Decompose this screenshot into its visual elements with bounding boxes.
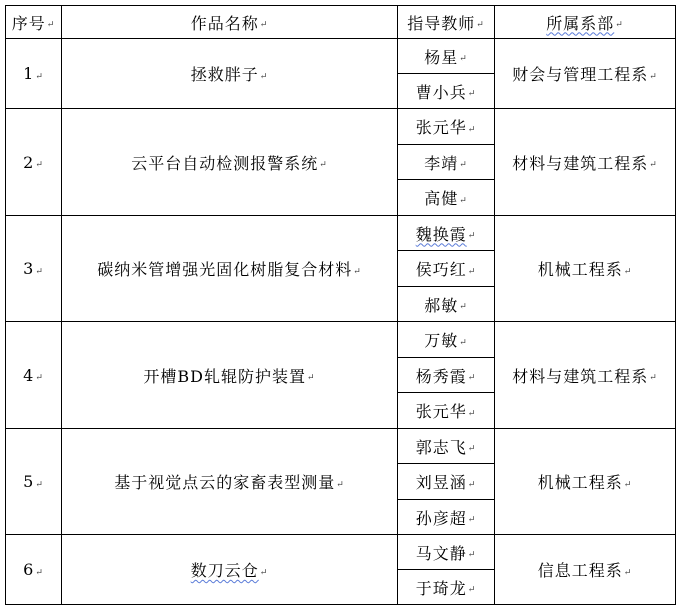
paragraph-mark: ↵ (623, 266, 633, 277)
row-2-teacher-2 (398, 145, 494, 179)
row-4-teacher-2 (398, 358, 494, 392)
teacher-name: 李靖 (424, 153, 459, 173)
paragraph-mark: ↵ (459, 195, 468, 206)
row-2-teacher-3 (398, 180, 494, 215)
work-title: 云平台自动检测报警系统 (131, 153, 319, 173)
teacher-name: 杨星 (424, 47, 459, 67)
header-dept (495, 6, 675, 38)
paragraph-mark: ↵ (623, 567, 633, 578)
row-6-no (6, 535, 61, 604)
row-5-teacher-3 (398, 500, 494, 534)
header-no (6, 6, 61, 38)
header-work (62, 6, 397, 38)
row-5-dept (495, 429, 675, 534)
paragraph-mark: ↵ (459, 337, 468, 348)
row-4-dept (495, 322, 675, 428)
paragraph-mark: ↵ (35, 373, 44, 383)
paragraph-mark: ↵ (35, 160, 44, 170)
teacher-name: 孙彦超 (415, 508, 467, 528)
teacher-name: 于琦龙 (415, 578, 467, 598)
row-2-no (6, 109, 61, 215)
row-6-teacher-2 (398, 570, 494, 604)
paragraph-mark: ↵ (35, 479, 44, 490)
row-5-no (6, 429, 61, 534)
teacher-name: 高健 (424, 189, 459, 208)
row-3-teacher-1 (398, 216, 494, 250)
row-no: 6 (23, 560, 35, 579)
row-5-teacher-1 (398, 429, 494, 463)
row-4-work (62, 322, 397, 428)
paragraph-mark: ↵ (467, 444, 477, 454)
paragraph-mark: ↵ (467, 585, 477, 595)
teacher-name: 侯巧红 (415, 260, 467, 279)
paragraph-mark: ↵ (35, 567, 44, 578)
row-3-dept (495, 216, 675, 321)
paragraph-mark: ↵ (467, 479, 477, 490)
row-3-teacher-2 (398, 251, 494, 286)
dept-name: 材料与建筑工程系 (512, 366, 649, 386)
row-5-teacher-2 (398, 464, 494, 499)
row-2-dept (495, 109, 675, 215)
dept-name: 信息工程系 (537, 561, 623, 580)
paragraph-mark: ↵ (467, 408, 477, 419)
paragraph-mark: ↵ (649, 160, 658, 170)
row-no: 3 (23, 259, 35, 278)
dept-name: 机械工程系 (537, 260, 623, 279)
work-title: 基于视觉点云的家畜表型测量 (114, 473, 336, 492)
row-3-teacher-3 (398, 287, 494, 321)
row-1-dept (495, 39, 675, 108)
dept-name: 材料与建筑工程系 (512, 153, 649, 173)
paragraph-mark: ↵ (467, 89, 477, 99)
paragraph-mark: ↵ (353, 266, 362, 277)
row-1-no (6, 39, 61, 108)
paragraph-mark: ↵ (259, 20, 269, 30)
paragraph-mark: ↵ (459, 54, 468, 64)
teacher-name: 杨秀霞 (415, 366, 467, 386)
work-title: 拯救胖子 (190, 65, 259, 84)
row-no: 4 (23, 365, 35, 385)
work-title: 开槽BD轧辊防护装置 (143, 366, 307, 386)
row-no: 1 (23, 64, 35, 83)
row-6-work (62, 535, 397, 604)
row-2-teacher-1 (398, 109, 494, 144)
paragraph-mark: ↵ (615, 20, 624, 30)
paragraph-mark: ↵ (623, 479, 633, 490)
row-4-no (6, 322, 61, 428)
header-teacher (398, 6, 494, 38)
paragraph-mark: ↵ (467, 550, 477, 560)
row-1-teacher-2 (398, 74, 494, 108)
row-4-teacher-3 (398, 393, 494, 428)
row-no: 2 (23, 152, 35, 172)
row-5-work (62, 429, 397, 534)
paragraph-mark: ↵ (319, 160, 328, 170)
work-title: 碳纳米管增强光固化树脂复合材料 (97, 260, 353, 279)
dept-name: 财会与管理工程系 (512, 65, 649, 84)
header-work-label: 作品名称 (190, 13, 259, 33)
table-border-bottom (5, 604, 676, 605)
table-border-right (675, 5, 676, 605)
paragraph-mark: ↵ (467, 231, 477, 241)
row-1-work (62, 39, 397, 108)
paragraph-mark: ↵ (459, 302, 468, 312)
header-dept-label: 所属系部 (546, 13, 615, 33)
row-3-work (62, 216, 397, 321)
paragraph-mark: ↵ (649, 373, 658, 383)
teacher-name: 曹小兵 (415, 82, 467, 102)
paragraph-mark: ↵ (476, 20, 485, 30)
paragraph-mark: ↵ (259, 71, 269, 82)
row-4-teacher-1 (398, 322, 494, 357)
paragraph-mark: ↵ (259, 567, 269, 578)
paragraph-mark: ↵ (46, 20, 56, 30)
row-6-dept (495, 535, 675, 604)
row-2-work (62, 109, 397, 215)
paragraph-mark: ↵ (467, 373, 477, 383)
teacher-name: 马文静 (415, 543, 467, 563)
teacher-name: 张元华 (415, 402, 467, 421)
teacher-name: 魏换霞 (415, 224, 467, 244)
teacher-name: 刘昱涵 (415, 473, 467, 492)
header-teacher-label: 指导教师 (407, 13, 476, 33)
row-no: 5 (23, 472, 35, 491)
teacher-name: 郭志飞 (415, 437, 467, 457)
paragraph-mark: ↵ (35, 71, 44, 82)
teacher-name: 张元华 (415, 118, 467, 137)
row-3-no (6, 216, 61, 321)
paragraph-mark: ↵ (467, 515, 477, 525)
dept-name: 机械工程系 (537, 473, 623, 492)
work-title: 数刀云仓 (190, 561, 259, 580)
paragraph-mark: ↵ (467, 266, 477, 277)
paragraph-mark: ↵ (459, 160, 468, 170)
teacher-name: 万敏 (424, 331, 459, 350)
row-1-teacher-1 (398, 39, 494, 73)
paragraph-mark: ↵ (649, 71, 658, 82)
header-no-label: 序号 (11, 13, 46, 33)
paragraph-mark: ↵ (307, 373, 316, 383)
paragraph-mark: ↵ (467, 124, 477, 135)
paragraph-mark: ↵ (336, 479, 345, 490)
paragraph-mark: ↵ (35, 266, 44, 277)
row-6-teacher-1 (398, 535, 494, 569)
teacher-name: 郝敏 (424, 295, 459, 315)
